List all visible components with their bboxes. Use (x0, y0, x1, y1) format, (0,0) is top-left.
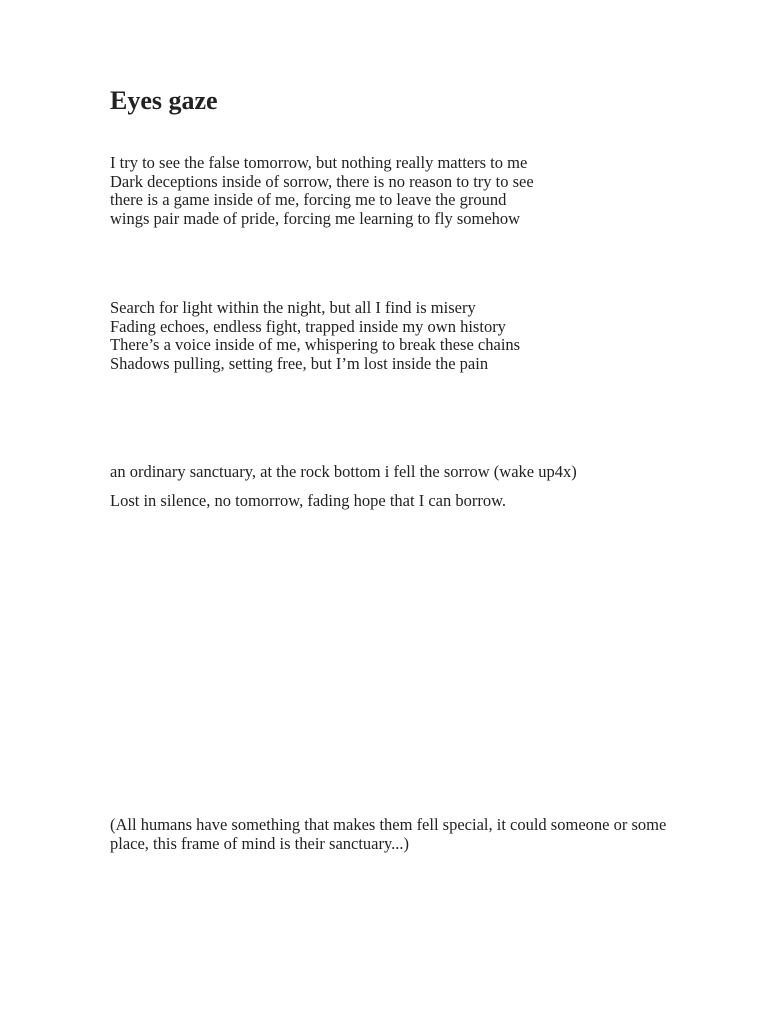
stanza-line: Fading echoes, endless fight, trapped inside my own history (110, 316, 506, 336)
closing-note: (All humans have something that makes them fell special, it could someone or some place, this frame of mind is their sanctuary...) (110, 815, 667, 853)
document-title: Eyes gaze (110, 86, 218, 115)
stanza-line: Dark deceptions inside of sorrow, there is no reason to try to see (110, 171, 534, 191)
stanza-line: Search for light within the night, but all I find is misery (110, 298, 476, 317)
stanza-2 (110, 299, 520, 373)
stanza-line: wings pair made of pride, forcing me learning to fly somehow (110, 208, 521, 228)
verse-line-sanctuary: an ordinary sanctuary, at the rock bottom i fell the sorrow (wake up4x) (110, 462, 577, 481)
stanza-1 (110, 154, 534, 228)
stanza-line: there is a game inside of me, forcing me to leave the ground (110, 190, 507, 209)
stanza-line: Shadows pulling, setting free, but I’m lost inside the pain (110, 353, 489, 373)
stanza-line: There’s a voice inside of me, whispering to break these chains (110, 335, 521, 354)
stanza-line: I try to see the false tomorrow, but nothing really matters to me (110, 153, 528, 172)
verse-line-silence: Lost in silence, no tomorrow, fading hope that I can borrow. (110, 491, 507, 510)
